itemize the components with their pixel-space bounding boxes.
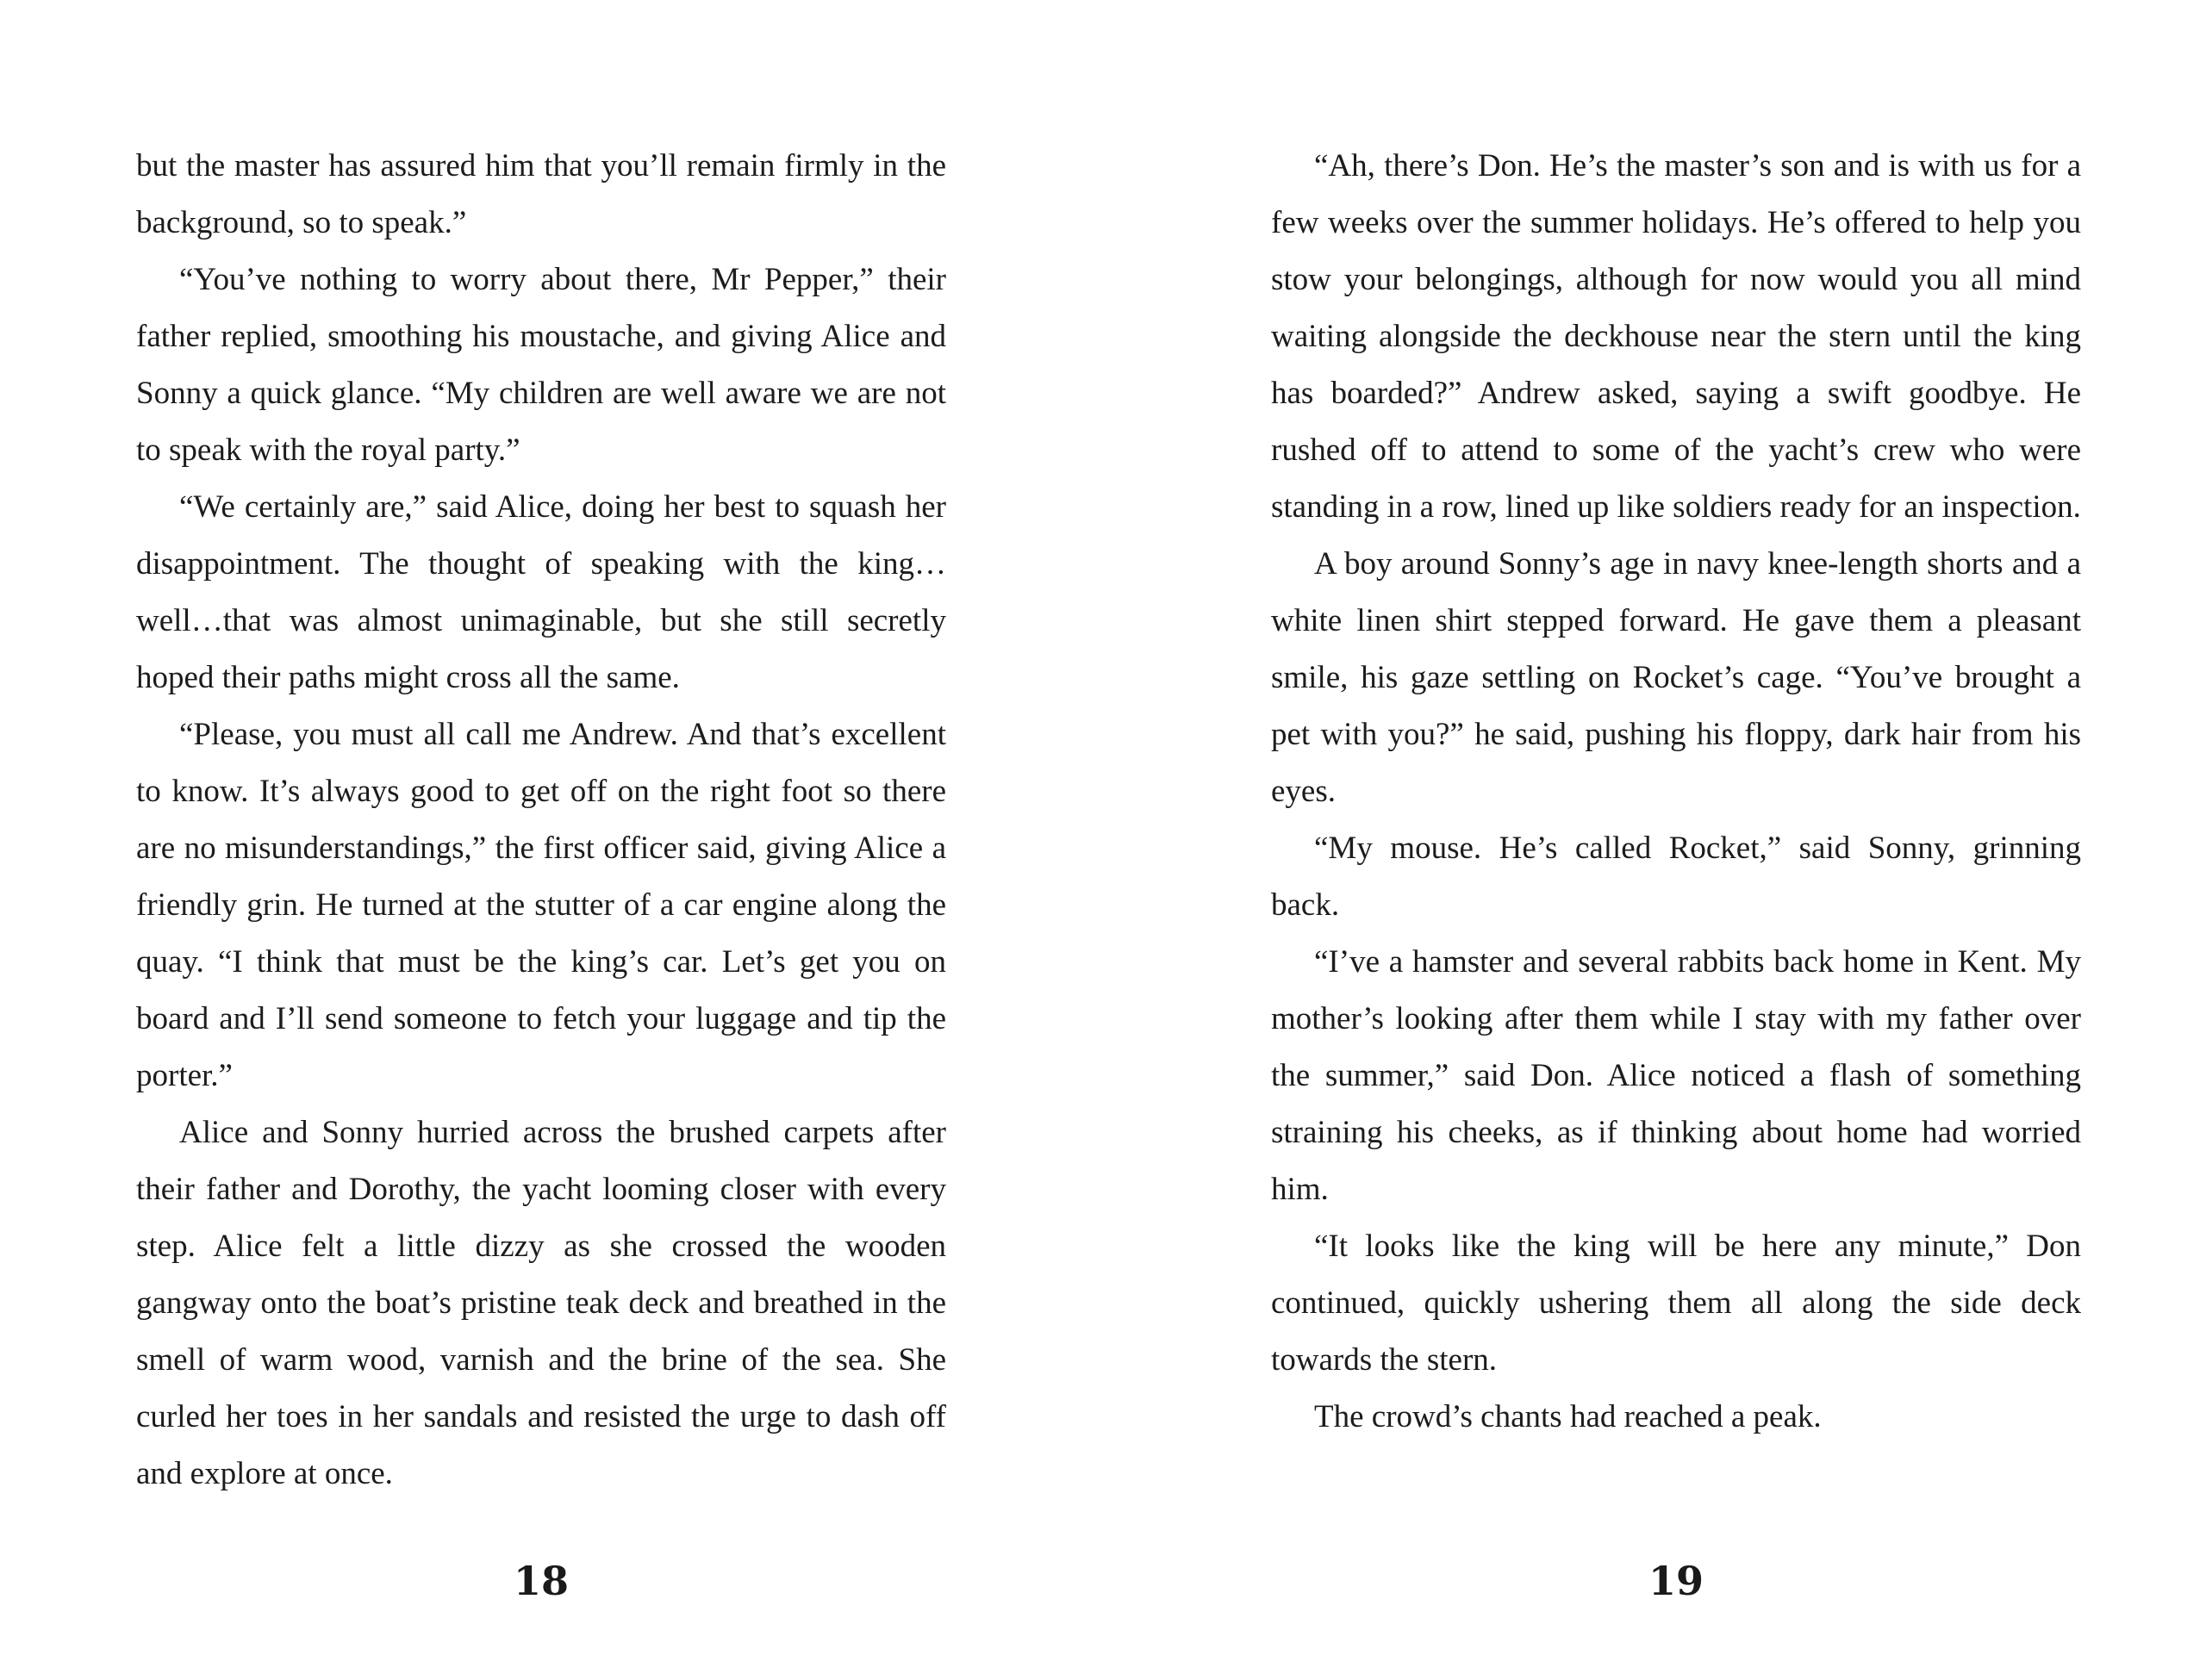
paragraph: “My mouse. He’s called Rocket,” said Sonny, grinning back. xyxy=(1271,831,2081,923)
paragraph: “You’ve nothing to worry about there, Mr Pepper,” their father replied, smoothing his moustache, and giving Alice and Sonny a quick glance. “My children are well aware we are not to speak with the royal party.” xyxy=(136,262,946,468)
paragraph: “We certainly are,” said Alice, doing her best to squash her disappointment. The thought of speaking with the king…well…that was almost unimaginable, but she still secretly hoped their paths might cross all the same. xyxy=(136,489,946,695)
paragraph: A boy around Sonny’s age in navy knee-length shorts and a white linen shirt stepped forward. He gave them a pleasant smile, his gaze settling on Rocket’s cage. “You’ve brought a pet with you?” he said, pushing his floppy, dark hair from his eyes. xyxy=(1271,546,2081,809)
page-number: 18 xyxy=(513,1558,569,1604)
paragraph: “Ah, there’s Don. He’s the master’s son and is with us for a few weeks over the summer holidays. He’s offered to help you stow your belongings, although for now would you all mind waiting alongside the deckhouse near the stern until the king has boarded?” Andrew asked, saying a swift goodbye. He rushed off to attend to some of the yacht’s crew who were standing in a row, lined up like soldiers ready for an inspection. xyxy=(1271,148,2081,525)
right-page xyxy=(1103,0,2206,1680)
paragraph: but the master has assured him that you’ll remain firmly in the background, so to speak.” xyxy=(136,148,946,240)
paragraph: The crowd’s chants had reached a peak. xyxy=(1314,1399,1822,1434)
paragraph: “I’ve a hamster and several rabbits back home in Kent. My mother’s looking after them while I stay with my father over the summer,” said Don. Alice noticed a flash of something straining his cheeks, as if thinking about home had worried him. xyxy=(1271,944,2081,1207)
paragraph: “It looks like the king will be here any minute,” Don continued, quickly ushering them all along the side deck towards the stern. xyxy=(1271,1229,2081,1378)
left-page-text xyxy=(136,138,946,1503)
page-number: 19 xyxy=(1648,1558,1704,1604)
right-page-text xyxy=(1271,138,2081,1446)
paragraph: Alice and Sonny hurried across the brushed carpets after their father and Dorothy, the yacht looming closer with every step. Alice felt a little dizzy as she crossed the wooden gangway onto the boat’s pristine teak deck and breathed in the smell of warm wood, varnish and the brine of the sea. She curled her toes in her sandals and resisted the urge to dash off and explore at once. xyxy=(136,1115,946,1491)
paragraph: “Please, you must all call me Andrew. And that’s excellent to know. It’s always good to get off on the right foot so there are no misunderstandings,” the first officer said, giving Alice a friendly grin. He turned at the stutter of a car engine along the quay. “I think that must be the king’s car. Let’s get you on board and I’ll send someone to fetch your luggage and tip the porter.” xyxy=(136,717,946,1093)
